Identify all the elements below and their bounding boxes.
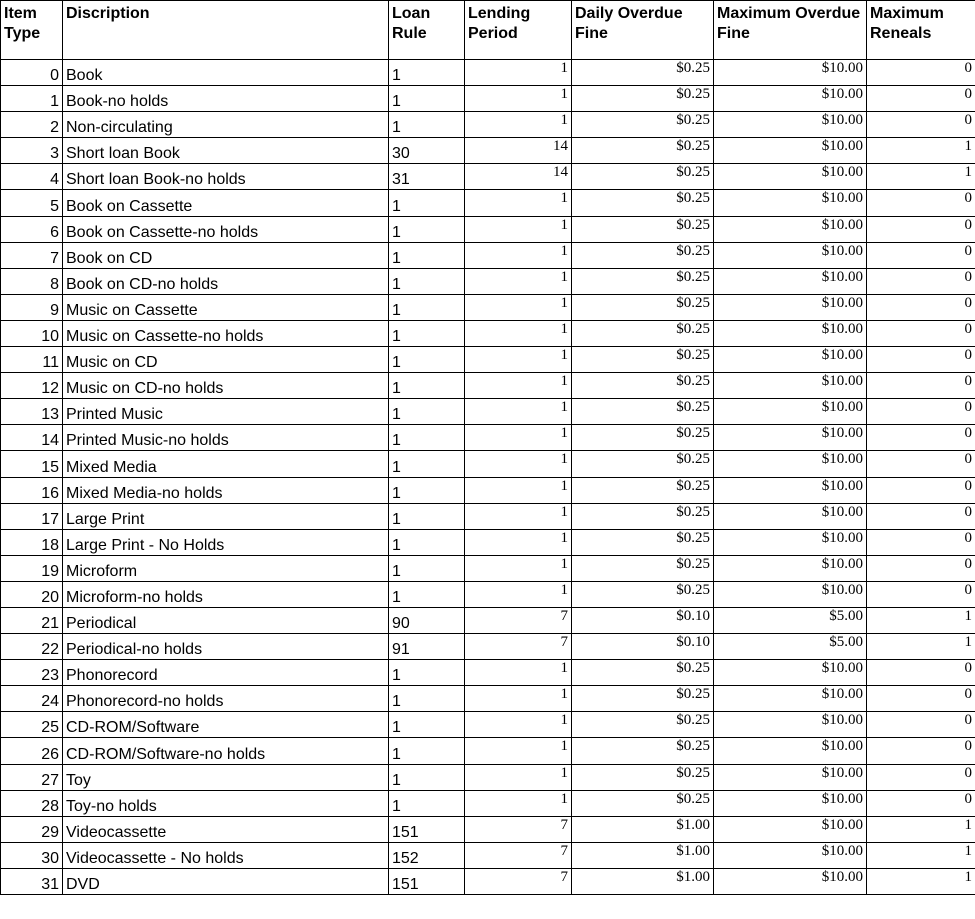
header-item-type: Item Type bbox=[1, 1, 63, 60]
cell-item-type: 16 bbox=[1, 477, 63, 503]
cell-loan-rule: 1 bbox=[389, 581, 465, 607]
cell-lending-period: 1 bbox=[465, 790, 572, 816]
cell-maximum-overdue-fine: $10.00 bbox=[714, 477, 867, 503]
cell-item-type: 18 bbox=[1, 529, 63, 555]
cell-maximum-overdue-fine: $10.00 bbox=[714, 816, 867, 842]
cell-lending-period: 14 bbox=[465, 164, 572, 190]
cell-loan-rule: 1 bbox=[389, 425, 465, 451]
cell-lending-period: 7 bbox=[465, 816, 572, 842]
cell-daily-overdue-fine: $0.25 bbox=[572, 294, 714, 320]
cell-maximum-overdue-fine: $10.00 bbox=[714, 503, 867, 529]
table-row bbox=[1, 320, 975, 346]
cell-item-type: 7 bbox=[1, 242, 63, 268]
cell-description: Large Print bbox=[63, 503, 389, 529]
cell-description: Microform-no holds bbox=[63, 581, 389, 607]
cell-loan-rule: 151 bbox=[389, 868, 465, 894]
cell-maximum-overdue-fine: $10.00 bbox=[714, 164, 867, 190]
cell-maximum-renewals: 0 bbox=[867, 738, 975, 764]
cell-item-type: 29 bbox=[1, 816, 63, 842]
cell-maximum-overdue-fine: $10.00 bbox=[714, 268, 867, 294]
cell-description: Music on CD-no holds bbox=[63, 373, 389, 399]
cell-description: Toy bbox=[63, 764, 389, 790]
cell-maximum-renewals: 0 bbox=[867, 790, 975, 816]
table-row bbox=[1, 660, 975, 686]
header-lending-period: Lending Period bbox=[465, 1, 572, 60]
cell-lending-period: 1 bbox=[465, 112, 572, 138]
cell-daily-overdue-fine: $0.10 bbox=[572, 607, 714, 633]
table-row bbox=[1, 294, 975, 320]
cell-maximum-renewals: 0 bbox=[867, 712, 975, 738]
cell-item-type: 26 bbox=[1, 738, 63, 764]
table-row bbox=[1, 686, 975, 712]
cell-maximum-overdue-fine: $10.00 bbox=[714, 320, 867, 346]
cell-lending-period: 1 bbox=[465, 712, 572, 738]
cell-description: Phonorecord bbox=[63, 660, 389, 686]
cell-lending-period: 1 bbox=[465, 686, 572, 712]
cell-loan-rule: 1 bbox=[389, 790, 465, 816]
cell-loan-rule: 1 bbox=[389, 555, 465, 581]
cell-maximum-renewals: 1 bbox=[867, 842, 975, 868]
cell-maximum-overdue-fine: $10.00 bbox=[714, 712, 867, 738]
cell-daily-overdue-fine: $0.25 bbox=[572, 581, 714, 607]
cell-maximum-overdue-fine: $10.00 bbox=[714, 425, 867, 451]
cell-description: DVD bbox=[63, 868, 389, 894]
cell-daily-overdue-fine: $0.25 bbox=[572, 164, 714, 190]
table-row bbox=[1, 86, 975, 112]
cell-loan-rule: 90 bbox=[389, 607, 465, 633]
cell-description: Periodical-no holds bbox=[63, 634, 389, 660]
cell-lending-period: 1 bbox=[465, 738, 572, 764]
cell-description: Mixed Media-no holds bbox=[63, 477, 389, 503]
cell-daily-overdue-fine: $0.25 bbox=[572, 320, 714, 346]
cell-daily-overdue-fine: $0.25 bbox=[572, 764, 714, 790]
cell-maximum-renewals: 1 bbox=[867, 868, 975, 894]
table-row bbox=[1, 712, 975, 738]
cell-daily-overdue-fine: $0.25 bbox=[572, 242, 714, 268]
cell-loan-rule: 1 bbox=[389, 294, 465, 320]
cell-loan-rule: 91 bbox=[389, 634, 465, 660]
cell-item-type: 23 bbox=[1, 660, 63, 686]
cell-description: Book on Cassette-no holds bbox=[63, 216, 389, 242]
cell-daily-overdue-fine: $0.25 bbox=[572, 190, 714, 216]
cell-lending-period: 7 bbox=[465, 607, 572, 633]
cell-maximum-renewals: 0 bbox=[867, 764, 975, 790]
cell-description: Music on Cassette-no holds bbox=[63, 320, 389, 346]
cell-maximum-renewals: 0 bbox=[867, 477, 975, 503]
cell-maximum-renewals: 0 bbox=[867, 425, 975, 451]
cell-lending-period: 1 bbox=[465, 294, 572, 320]
cell-lending-period: 7 bbox=[465, 868, 572, 894]
cell-item-type: 31 bbox=[1, 868, 63, 894]
cell-lending-period: 1 bbox=[465, 320, 572, 346]
cell-loan-rule: 1 bbox=[389, 686, 465, 712]
cell-item-type: 1 bbox=[1, 86, 63, 112]
cell-item-type: 27 bbox=[1, 764, 63, 790]
cell-maximum-overdue-fine: $5.00 bbox=[714, 607, 867, 633]
cell-daily-overdue-fine: $0.25 bbox=[572, 425, 714, 451]
cell-maximum-renewals: 0 bbox=[867, 581, 975, 607]
header-maximum-renewals: Maximum Reneals bbox=[867, 1, 975, 60]
cell-item-type: 9 bbox=[1, 294, 63, 320]
cell-loan-rule: 1 bbox=[389, 660, 465, 686]
table-row bbox=[1, 738, 975, 764]
cell-lending-period: 1 bbox=[465, 581, 572, 607]
cell-description: Short loan Book bbox=[63, 138, 389, 164]
cell-item-type: 3 bbox=[1, 138, 63, 164]
cell-item-type: 6 bbox=[1, 216, 63, 242]
cell-maximum-overdue-fine: $10.00 bbox=[714, 738, 867, 764]
table-row bbox=[1, 268, 975, 294]
cell-item-type: 5 bbox=[1, 190, 63, 216]
cell-item-type: 4 bbox=[1, 164, 63, 190]
cell-loan-rule: 1 bbox=[389, 764, 465, 790]
table-header bbox=[1, 1, 975, 60]
cell-maximum-overdue-fine: $10.00 bbox=[714, 242, 867, 268]
cell-maximum-renewals: 1 bbox=[867, 138, 975, 164]
cell-description: Videocassette bbox=[63, 816, 389, 842]
cell-loan-rule: 1 bbox=[389, 503, 465, 529]
cell-maximum-overdue-fine: $10.00 bbox=[714, 660, 867, 686]
cell-maximum-overdue-fine: $10.00 bbox=[714, 555, 867, 581]
cell-lending-period: 1 bbox=[465, 399, 572, 425]
cell-description: Periodical bbox=[63, 607, 389, 633]
cell-item-type: 19 bbox=[1, 555, 63, 581]
table-row bbox=[1, 373, 975, 399]
table-row bbox=[1, 164, 975, 190]
cell-lending-period: 1 bbox=[465, 477, 572, 503]
cell-daily-overdue-fine: $0.25 bbox=[572, 477, 714, 503]
cell-description: Large Print - No Holds bbox=[63, 529, 389, 555]
cell-maximum-overdue-fine: $10.00 bbox=[714, 529, 867, 555]
cell-loan-rule: 1 bbox=[389, 738, 465, 764]
cell-maximum-renewals: 0 bbox=[867, 399, 975, 425]
table-row bbox=[1, 451, 975, 477]
cell-maximum-overdue-fine: $10.00 bbox=[714, 294, 867, 320]
cell-daily-overdue-fine: $0.25 bbox=[572, 451, 714, 477]
cell-description: Videocassette - No holds bbox=[63, 842, 389, 868]
cell-maximum-renewals: 1 bbox=[867, 816, 975, 842]
cell-item-type: 0 bbox=[1, 60, 63, 86]
cell-maximum-renewals: 0 bbox=[867, 60, 975, 86]
cell-daily-overdue-fine: $0.25 bbox=[572, 503, 714, 529]
cell-maximum-overdue-fine: $10.00 bbox=[714, 399, 867, 425]
cell-daily-overdue-fine: $0.25 bbox=[572, 399, 714, 425]
cell-daily-overdue-fine: $0.25 bbox=[572, 555, 714, 581]
cell-loan-rule: 1 bbox=[389, 347, 465, 373]
table-row bbox=[1, 555, 975, 581]
table-row bbox=[1, 842, 975, 868]
cell-maximum-renewals: 0 bbox=[867, 190, 975, 216]
cell-maximum-renewals: 1 bbox=[867, 164, 975, 190]
cell-maximum-renewals: 0 bbox=[867, 268, 975, 294]
cell-maximum-renewals: 0 bbox=[867, 660, 975, 686]
cell-item-type: 15 bbox=[1, 451, 63, 477]
cell-lending-period: 1 bbox=[465, 503, 572, 529]
cell-item-type: 12 bbox=[1, 373, 63, 399]
cell-description: Book on CD-no holds bbox=[63, 268, 389, 294]
cell-loan-rule: 31 bbox=[389, 164, 465, 190]
cell-lending-period: 1 bbox=[465, 242, 572, 268]
cell-maximum-overdue-fine: $10.00 bbox=[714, 686, 867, 712]
cell-daily-overdue-fine: $0.25 bbox=[572, 373, 714, 399]
cell-maximum-renewals: 0 bbox=[867, 529, 975, 555]
cell-item-type: 14 bbox=[1, 425, 63, 451]
cell-item-type: 20 bbox=[1, 581, 63, 607]
cell-maximum-renewals: 0 bbox=[867, 242, 975, 268]
table-row bbox=[1, 503, 975, 529]
cell-maximum-renewals: 0 bbox=[867, 686, 975, 712]
cell-daily-overdue-fine: $0.25 bbox=[572, 660, 714, 686]
cell-daily-overdue-fine: $0.25 bbox=[572, 138, 714, 164]
cell-maximum-renewals: 0 bbox=[867, 112, 975, 138]
cell-description: Non-circulating bbox=[63, 112, 389, 138]
cell-item-type: 8 bbox=[1, 268, 63, 294]
cell-maximum-overdue-fine: $10.00 bbox=[714, 373, 867, 399]
cell-maximum-overdue-fine: $10.00 bbox=[714, 216, 867, 242]
cell-maximum-renewals: 0 bbox=[867, 86, 975, 112]
header-maximum-overdue-fine: Maximum Overdue Fine bbox=[714, 1, 867, 60]
cell-lending-period: 7 bbox=[465, 842, 572, 868]
header-daily-overdue-fine: Daily Overdue Fine bbox=[572, 1, 714, 60]
cell-lending-period: 1 bbox=[465, 451, 572, 477]
cell-lending-period: 1 bbox=[465, 529, 572, 555]
table-row bbox=[1, 529, 975, 555]
cell-lending-period: 1 bbox=[465, 347, 572, 373]
cell-maximum-overdue-fine: $10.00 bbox=[714, 138, 867, 164]
table-row bbox=[1, 242, 975, 268]
cell-loan-rule: 1 bbox=[389, 190, 465, 216]
table-row bbox=[1, 816, 975, 842]
cell-daily-overdue-fine: $0.25 bbox=[572, 60, 714, 86]
header-loan-rule: Loan Rule bbox=[389, 1, 465, 60]
cell-maximum-renewals: 0 bbox=[867, 555, 975, 581]
cell-lending-period: 1 bbox=[465, 190, 572, 216]
cell-maximum-overdue-fine: $10.00 bbox=[714, 790, 867, 816]
cell-lending-period: 1 bbox=[465, 60, 572, 86]
cell-maximum-overdue-fine: $10.00 bbox=[714, 764, 867, 790]
table-row bbox=[1, 790, 975, 816]
cell-description: CD-ROM/Software-no holds bbox=[63, 738, 389, 764]
cell-description: Phonorecord-no holds bbox=[63, 686, 389, 712]
cell-maximum-renewals: 1 bbox=[867, 634, 975, 660]
cell-loan-rule: 1 bbox=[389, 112, 465, 138]
table-row bbox=[1, 216, 975, 242]
cell-maximum-overdue-fine: $10.00 bbox=[714, 868, 867, 894]
table-row bbox=[1, 425, 975, 451]
cell-item-type: 11 bbox=[1, 347, 63, 373]
cell-daily-overdue-fine: $0.25 bbox=[572, 790, 714, 816]
cell-item-type: 30 bbox=[1, 842, 63, 868]
cell-daily-overdue-fine: $0.25 bbox=[572, 686, 714, 712]
cell-maximum-renewals: 0 bbox=[867, 451, 975, 477]
cell-item-type: 28 bbox=[1, 790, 63, 816]
cell-maximum-renewals: 0 bbox=[867, 373, 975, 399]
cell-description: Printed Music-no holds bbox=[63, 425, 389, 451]
cell-loan-rule: 1 bbox=[389, 216, 465, 242]
header-row bbox=[1, 1, 975, 60]
cell-description: Printed Music bbox=[63, 399, 389, 425]
cell-maximum-overdue-fine: $5.00 bbox=[714, 634, 867, 660]
table-row bbox=[1, 60, 975, 86]
cell-daily-overdue-fine: $0.25 bbox=[572, 216, 714, 242]
cell-loan-rule: 1 bbox=[389, 60, 465, 86]
cell-loan-rule: 1 bbox=[389, 373, 465, 399]
cell-maximum-overdue-fine: $10.00 bbox=[714, 60, 867, 86]
cell-lending-period: 1 bbox=[465, 660, 572, 686]
table-row bbox=[1, 634, 975, 660]
table-row bbox=[1, 607, 975, 633]
table-body bbox=[1, 60, 975, 895]
table-row bbox=[1, 399, 975, 425]
cell-daily-overdue-fine: $0.25 bbox=[572, 529, 714, 555]
cell-loan-rule: 1 bbox=[389, 451, 465, 477]
table-row bbox=[1, 581, 975, 607]
cell-description: Book-no holds bbox=[63, 86, 389, 112]
cell-item-type: 2 bbox=[1, 112, 63, 138]
cell-maximum-overdue-fine: $10.00 bbox=[714, 347, 867, 373]
cell-maximum-renewals: 0 bbox=[867, 216, 975, 242]
cell-description: Book on CD bbox=[63, 242, 389, 268]
cell-maximum-overdue-fine: $10.00 bbox=[714, 842, 867, 868]
cell-loan-rule: 151 bbox=[389, 816, 465, 842]
cell-item-type: 13 bbox=[1, 399, 63, 425]
table-row bbox=[1, 190, 975, 216]
cell-lending-period: 1 bbox=[465, 764, 572, 790]
cell-loan-rule: 30 bbox=[389, 138, 465, 164]
cell-description: Mixed Media bbox=[63, 451, 389, 477]
table-row bbox=[1, 764, 975, 790]
cell-item-type: 21 bbox=[1, 607, 63, 633]
cell-description: Toy-no holds bbox=[63, 790, 389, 816]
cell-loan-rule: 1 bbox=[389, 86, 465, 112]
cell-item-type: 10 bbox=[1, 320, 63, 346]
cell-lending-period: 1 bbox=[465, 555, 572, 581]
cell-lending-period: 14 bbox=[465, 138, 572, 164]
table-row bbox=[1, 477, 975, 503]
cell-loan-rule: 1 bbox=[389, 242, 465, 268]
cell-maximum-renewals: 1 bbox=[867, 607, 975, 633]
cell-maximum-renewals: 0 bbox=[867, 320, 975, 346]
cell-daily-overdue-fine: $1.00 bbox=[572, 816, 714, 842]
cell-daily-overdue-fine: $0.25 bbox=[572, 112, 714, 138]
cell-loan-rule: 1 bbox=[389, 399, 465, 425]
cell-lending-period: 1 bbox=[465, 268, 572, 294]
cell-lending-period: 7 bbox=[465, 634, 572, 660]
cell-maximum-overdue-fine: $10.00 bbox=[714, 190, 867, 216]
cell-lending-period: 1 bbox=[465, 373, 572, 399]
cell-daily-overdue-fine: $0.25 bbox=[572, 712, 714, 738]
cell-item-type: 17 bbox=[1, 503, 63, 529]
cell-maximum-renewals: 0 bbox=[867, 294, 975, 320]
cell-lending-period: 1 bbox=[465, 86, 572, 112]
cell-lending-period: 1 bbox=[465, 216, 572, 242]
cell-description: Short loan Book-no holds bbox=[63, 164, 389, 190]
cell-daily-overdue-fine: $0.25 bbox=[572, 268, 714, 294]
cell-description: Music on CD bbox=[63, 347, 389, 373]
cell-loan-rule: 1 bbox=[389, 268, 465, 294]
cell-maximum-overdue-fine: $10.00 bbox=[714, 112, 867, 138]
cell-description: Music on Cassette bbox=[63, 294, 389, 320]
cell-loan-rule: 152 bbox=[389, 842, 465, 868]
cell-maximum-renewals: 0 bbox=[867, 347, 975, 373]
cell-daily-overdue-fine: $0.25 bbox=[572, 86, 714, 112]
cell-description: Microform bbox=[63, 555, 389, 581]
cell-item-type: 22 bbox=[1, 634, 63, 660]
cell-loan-rule: 1 bbox=[389, 712, 465, 738]
cell-daily-overdue-fine: $0.25 bbox=[572, 347, 714, 373]
cell-description: CD-ROM/Software bbox=[63, 712, 389, 738]
cell-loan-rule: 1 bbox=[389, 529, 465, 555]
cell-maximum-overdue-fine: $10.00 bbox=[714, 581, 867, 607]
cell-maximum-overdue-fine: $10.00 bbox=[714, 451, 867, 477]
table-row bbox=[1, 112, 975, 138]
cell-daily-overdue-fine: $1.00 bbox=[572, 842, 714, 868]
table-row bbox=[1, 138, 975, 164]
cell-loan-rule: 1 bbox=[389, 477, 465, 503]
cell-daily-overdue-fine: $0.25 bbox=[572, 738, 714, 764]
cell-description: Book on Cassette bbox=[63, 190, 389, 216]
header-description: Discription bbox=[63, 1, 389, 60]
cell-maximum-renewals: 0 bbox=[867, 503, 975, 529]
cell-item-type: 24 bbox=[1, 686, 63, 712]
cell-lending-period: 1 bbox=[465, 425, 572, 451]
cell-maximum-overdue-fine: $10.00 bbox=[714, 86, 867, 112]
table-row bbox=[1, 347, 975, 373]
table-row bbox=[1, 868, 975, 894]
cell-daily-overdue-fine: $1.00 bbox=[572, 868, 714, 894]
cell-description: Book bbox=[63, 60, 389, 86]
cell-daily-overdue-fine: $0.10 bbox=[572, 634, 714, 660]
cell-item-type: 25 bbox=[1, 712, 63, 738]
cell-loan-rule: 1 bbox=[389, 320, 465, 346]
